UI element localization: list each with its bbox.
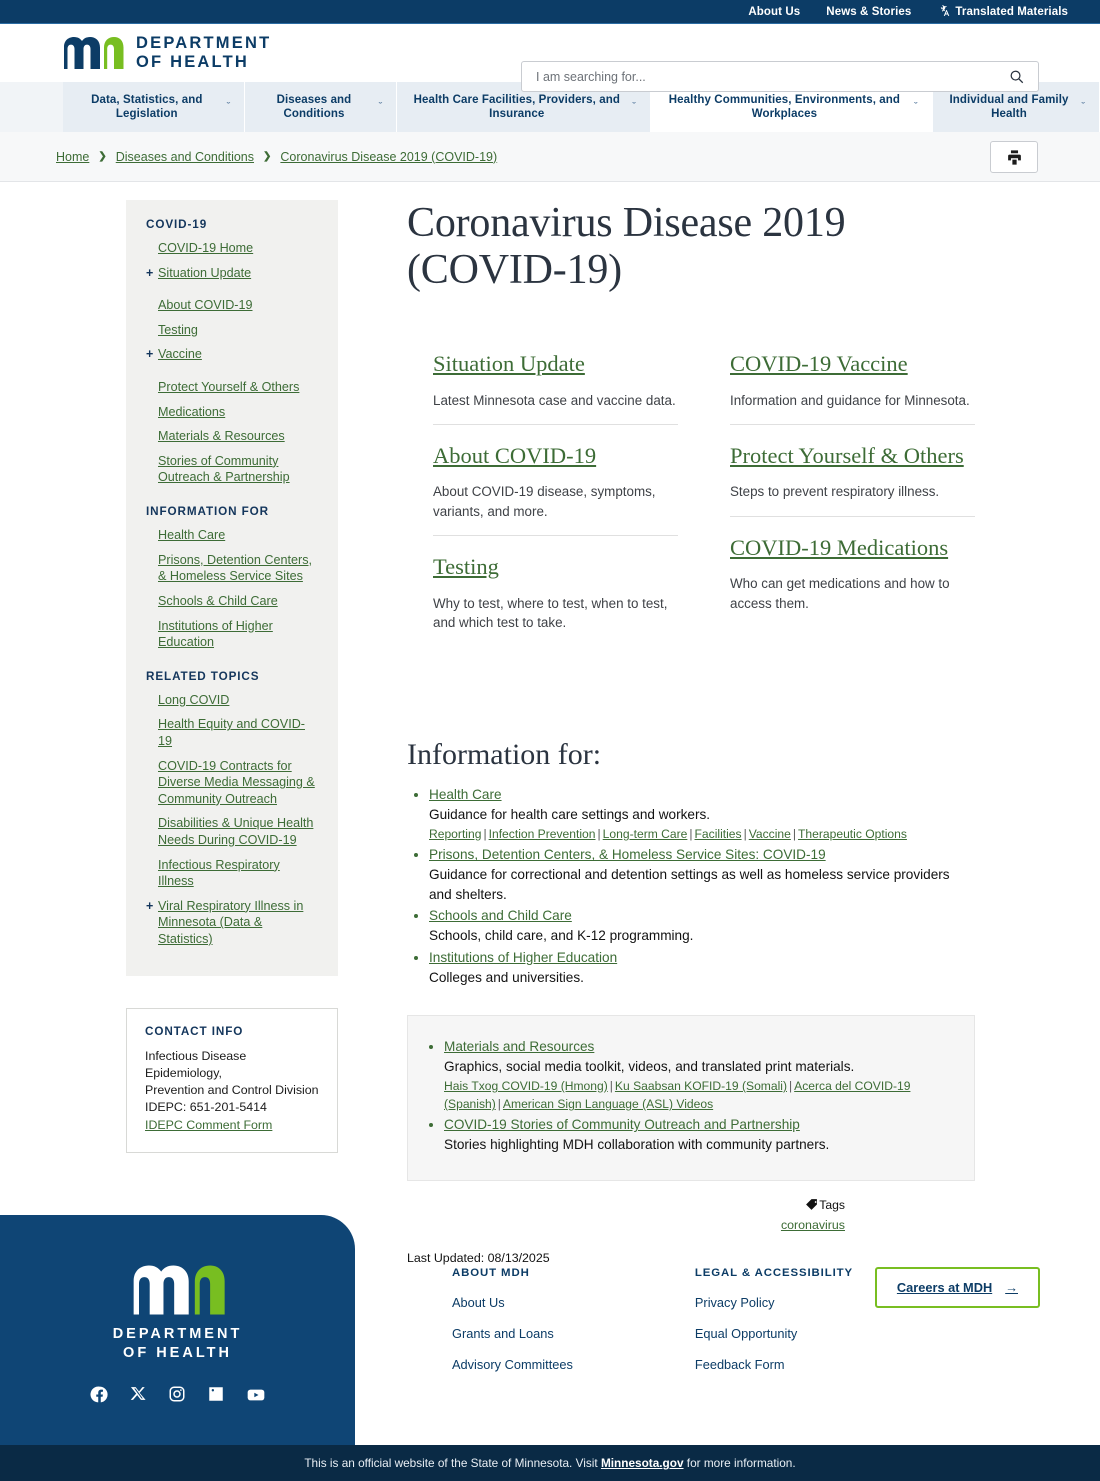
print-icon [1006, 149, 1023, 166]
notice-text-before: This is an official website of the State of Minnesota. Visit [304, 1456, 601, 1470]
breadcrumb-item-home[interactable]: Home [56, 149, 90, 164]
idepc-comment-form-link[interactable]: IDEPC Comment Form [145, 1118, 273, 1133]
footer-brand-line-1: DEPARTMENT [112, 1326, 243, 1342]
sidebar [126, 200, 376, 1265]
sidebar-item-health-equity[interactable]: Health Equity and COVID-19 [158, 717, 305, 748]
list-item [429, 907, 975, 946]
separator: | [689, 827, 693, 842]
utility-link-news-stories[interactable] [826, 6, 911, 18]
footer-column-legal-accessibility [695, 1267, 853, 1388]
sidebar-item-health-care[interactable]: Health Care [158, 528, 226, 543]
tags-text: Tags [819, 1197, 845, 1212]
search-button[interactable] [1007, 69, 1026, 84]
chevron-down-icon: ˇ [913, 100, 918, 113]
resource-description: Graphics, social media toolkit, videos, and translated print materials. [444, 1058, 855, 1074]
search-input[interactable] [534, 69, 1007, 85]
card-covid-medications [730, 534, 975, 627]
separator: | [789, 1079, 793, 1094]
card-title-link[interactable]: Situation Update [433, 351, 585, 377]
nav-item-diseases-and-conditions[interactable] [245, 82, 397, 132]
resource-link-stories[interactable]: COVID-19 Stories of Community Outreach and Partnership [444, 1117, 800, 1133]
resource-link-materials[interactable]: Materials and Resources [444, 1038, 595, 1054]
sublink-somali[interactable]: Ku Saabsan KOFID-19 (Somali) [614, 1079, 787, 1094]
breadcrumb-item-diseases[interactable]: Diseases and Conditions [115, 149, 255, 164]
info-link-prisons[interactable]: Prisons, Detention Centers, & Homeless Service Sites: COVID-19 [429, 847, 826, 863]
search-icon [1009, 69, 1024, 84]
youtube-link[interactable] [246, 1385, 266, 1405]
info-link-higher-education[interactable]: Institutions of Higher Education [429, 949, 618, 965]
card-description: About COVID-19 disease, symptoms, variants, and more. [433, 484, 656, 519]
main-content [376, 200, 1100, 1265]
print-button[interactable] [990, 141, 1038, 173]
sidebar-item-about-covid[interactable]: About COVID-19 [158, 298, 253, 313]
footer-column-heading: ABOUT MDH [452, 1267, 530, 1279]
footer-link-advisory-committees[interactable]: Advisory Committees [452, 1357, 573, 1372]
resources-box [407, 1015, 975, 1181]
topic-cards [433, 350, 975, 664]
tag-icon [805, 1198, 818, 1211]
sidebar-item-higher-education[interactable]: Institutions of Higher Education [158, 618, 273, 650]
card-title-link[interactable]: Protect Yourself & Others [730, 442, 964, 468]
sublink-long-term-care[interactable]: Long-term Care [602, 827, 688, 842]
sidebar-item-materials-resources[interactable]: Materials & Resources [158, 429, 285, 444]
page-body [0, 182, 1100, 1265]
footer-link-about-us[interactable]: About Us [452, 1295, 505, 1310]
list-item [444, 1116, 950, 1155]
info-description: Guidance for correctional and detention settings as well as homeless service providers and shelters. [429, 867, 950, 902]
card-covid-vaccine [730, 350, 975, 425]
last-updated: Last Updated: 08/13/2025 [407, 1251, 550, 1266]
card-testing [433, 553, 678, 646]
footer-link-privacy-policy[interactable]: Privacy Policy [694, 1295, 775, 1310]
chevron-down-icon: ˇ [226, 100, 231, 113]
search-bar[interactable] [521, 61, 1039, 92]
sidebar-heading-related-topics: RELATED TOPICS [146, 669, 260, 683]
instagram-icon [168, 1385, 186, 1403]
x-twitter-icon [130, 1385, 147, 1402]
youtube-icon [246, 1385, 266, 1405]
facebook-link[interactable] [90, 1385, 109, 1405]
sidebar-spacer [146, 289, 318, 297]
info-sublinks [429, 825, 975, 843]
info-description: Guidance for health care settings and workers. [429, 806, 711, 822]
separator: | [483, 827, 487, 842]
contact-info-heading: CONTACT INFO [145, 1024, 244, 1038]
expand-plus-icon[interactable]: + [146, 265, 154, 280]
chevron-right-icon: ❯ [263, 151, 272, 162]
contact-info-box [126, 1008, 338, 1153]
tag-link-coronavirus[interactable]: coronavirus [780, 1218, 845, 1233]
sublink-hmong[interactable]: Hais Txog COVID-19 (Hmong) [444, 1079, 608, 1094]
careers-at-mdh-button[interactable] [875, 1267, 1040, 1308]
linkedin-icon [207, 1385, 225, 1403]
nav-item-label: Diseases and Conditions [276, 93, 352, 120]
utility-link-about-us[interactable] [748, 6, 800, 18]
card-situation-update [433, 350, 678, 425]
expand-plus-icon[interactable]: + [146, 898, 154, 913]
separator: | [792, 827, 797, 842]
minnesota-gov-link[interactable]: Minnesota.gov [600, 1456, 684, 1470]
chevron-down-icon: ˇ [1081, 100, 1086, 113]
tags-label [805, 1198, 845, 1212]
footer-column-heading: LEGAL & ACCESSIBILITY [694, 1267, 854, 1279]
footer-brand-line-2: OF HEALTH [123, 1344, 232, 1361]
info-description: Colleges and universities. [429, 969, 584, 985]
contact-phone: IDEPC: 651-201-5414 [145, 1100, 267, 1114]
card-title-link[interactable]: COVID-19 Vaccine [730, 351, 908, 377]
card-description: Information and guidance for Minnesota. [730, 392, 970, 408]
chevron-right-icon: ❯ [98, 151, 107, 162]
information-for-heading: Information for: [407, 737, 602, 771]
sidebar-item-stories[interactable]: Stories of Community Outreach & Partnership [158, 453, 290, 485]
sidebar-spacer [146, 371, 318, 379]
card-title-link[interactable]: COVID-19 Medications [730, 534, 949, 560]
nav-item-label: Healthy Communities, Environments, and Workplaces [668, 93, 901, 120]
resources-list [422, 1038, 950, 1155]
sidebar-item-protect-yourself[interactable]: Protect Yourself & Others [158, 380, 300, 395]
card-title-link[interactable]: About COVID-19 [433, 442, 597, 468]
separator: | [597, 827, 601, 842]
mdh-logo-text [136, 34, 271, 73]
footer-link-equal-opportunity[interactable]: Equal Opportunity [694, 1326, 798, 1341]
careers-button-label: Careers at MDH [896, 1280, 993, 1295]
resource-description: Stories highlighting MDH collaboration with community partners. [444, 1137, 830, 1153]
breadcrumb [56, 150, 497, 164]
chevron-down-icon: ˇ [632, 100, 636, 113]
sidebar-item-long-covid[interactable]: Long COVID [158, 692, 230, 707]
breadcrumb-item-current[interactable]: Coronavirus Disease 2019 (COVID-19) [280, 149, 498, 164]
contact-division-line2: Prevention and Control Division [145, 1082, 319, 1097]
footer-bottom-bar [0, 1445, 1100, 1481]
list-item [444, 1038, 950, 1114]
topic-cards-left-column [433, 350, 678, 664]
sidebar-item-label: Vaccine [158, 347, 202, 362]
info-link-health-care[interactable]: Health Care [429, 786, 502, 802]
sidebar-item-label: Viral Respiratory Illness in Minnesota (Data & Statistics) [158, 898, 304, 947]
card-description: Why to test, where to test, when to test, and which test to take. [433, 595, 668, 631]
utility-bar [0, 0, 1100, 24]
sidebar-item-contracts-diverse-media[interactable]: COVID-19 Contracts for Diverse Media Messaging & Community Outreach [158, 758, 315, 806]
sidebar-item-viral-respiratory-mn[interactable] [146, 898, 318, 948]
sidebar-item-covid-home[interactable]: COVID-19 Home [158, 241, 254, 255]
footer-logo-text [113, 1325, 243, 1363]
sublink-reporting[interactable]: Reporting [429, 827, 482, 842]
info-description: Schools, child care, and K-12 programming. [429, 928, 694, 944]
mn-logo-icon [130, 1264, 226, 1316]
page-title: Coronavirus Disease 2019 (COVID-19) [407, 200, 846, 294]
sublink-spanish[interactable]: Acerca del COVID-19 (Spanish) [444, 1079, 911, 1112]
separator: | [609, 1079, 613, 1094]
nav-item-label: Data, Statistics, and Legislation [91, 93, 203, 120]
sidebar-heading-covid: COVID-19 [146, 218, 208, 231]
translate-icon [937, 4, 950, 19]
sidebar-heading-information-for: INFORMATION FOR [146, 505, 270, 519]
utility-link-label: Translated Materials [955, 5, 1068, 18]
nav-item-label: Individual and Family Health [949, 93, 1069, 120]
page-footer [0, 1215, 1100, 1481]
expand-plus-icon[interactable]: + [146, 347, 154, 362]
breadcrumb-bar [0, 132, 1100, 182]
instagram-link[interactable] [168, 1385, 186, 1405]
sidebar-item-label: Situation Update [158, 265, 252, 280]
notice-text-after: for more information. [683, 1456, 796, 1470]
card-description: Steps to prevent respiratory illness. [730, 484, 940, 500]
card-protect-yourself [730, 442, 975, 517]
chevron-down-icon: ˇ [378, 100, 383, 113]
linkedin-link[interactable] [207, 1385, 225, 1405]
brand-line-1: DEPARTMENT [136, 33, 272, 52]
sidebar-item-schools-child-care[interactable]: Schools & Child Care [158, 593, 278, 608]
footer-brand-panel [0, 1215, 355, 1445]
info-link-schools-child-care[interactable]: Schools and Child Care [429, 908, 572, 924]
card-description: Latest Minnesota case and vaccine data. [433, 392, 676, 408]
mdh-logo[interactable] [62, 34, 271, 73]
footer-link-grants-and-loans[interactable]: Grants and Loans [452, 1326, 554, 1341]
separator: | [743, 827, 747, 842]
sidebar-item-infectious-respiratory[interactable]: Infectious Respiratory Illness [158, 857, 280, 889]
nav-item-data-statistics-legislation[interactable] [63, 82, 245, 132]
card-title-link[interactable]: Testing [433, 554, 499, 580]
sublink-infection-prevention[interactable]: Infection Prevention [488, 827, 596, 842]
official-website-notice [304, 1456, 795, 1470]
card-about-covid [433, 442, 678, 536]
sidebar-item-testing[interactable]: Testing [158, 322, 198, 337]
sidebar-panel [126, 200, 338, 976]
social-links [90, 1385, 266, 1405]
contact-division-line1: Infectious Disease Epidemiology, [145, 1048, 247, 1080]
resource-sublinks [444, 1077, 950, 1113]
sublink-facilities[interactable]: Facilities [694, 827, 742, 842]
facebook-icon [90, 1385, 109, 1404]
utility-link-label: News & Stories [826, 5, 912, 18]
sidebar-item-medications[interactable]: Medications [158, 404, 226, 419]
sidebar-item-vaccine[interactable] [146, 346, 318, 363]
footer-column-about-mdh [452, 1267, 573, 1388]
information-for-list [407, 786, 975, 988]
arrow-right-icon: → [1005, 1280, 1018, 1295]
sublink-therapeutic-options[interactable]: Therapeutic Options [798, 827, 907, 842]
sidebar-item-situation-update[interactable] [146, 265, 318, 282]
utility-link-translated-materials[interactable] [937, 4, 1068, 19]
sidebar-item-prisons[interactable]: Prisons, Detention Centers, & Homeless Service Sites [158, 552, 312, 584]
topic-cards-right-column [730, 350, 975, 664]
brand-row [0, 24, 1100, 82]
brand-line-2: OF HEALTH [136, 53, 249, 71]
list-item [429, 846, 975, 904]
list-item [429, 949, 975, 988]
sidebar-item-disabilities[interactable]: Disabilities & Unique Health Needs During COVID-19 [158, 816, 314, 848]
list-item [429, 786, 975, 844]
sublink-vaccine[interactable]: Vaccine [748, 827, 791, 842]
sublink-asl-videos[interactable]: American Sign Language (ASL) Videos [502, 1097, 714, 1112]
footer-link-feedback-form[interactable]: Feedback Form [694, 1357, 785, 1372]
mn-logo-icon [62, 36, 124, 70]
footer-link-columns [452, 1267, 853, 1388]
nav-item-label: Health Care Facilities, Providers, and Insurance [413, 93, 620, 120]
utility-link-label: About Us [748, 5, 801, 18]
separator: | [497, 1097, 501, 1112]
x-twitter-link[interactable] [130, 1385, 147, 1405]
card-description: Who can get medications and how to access them. [730, 576, 950, 611]
